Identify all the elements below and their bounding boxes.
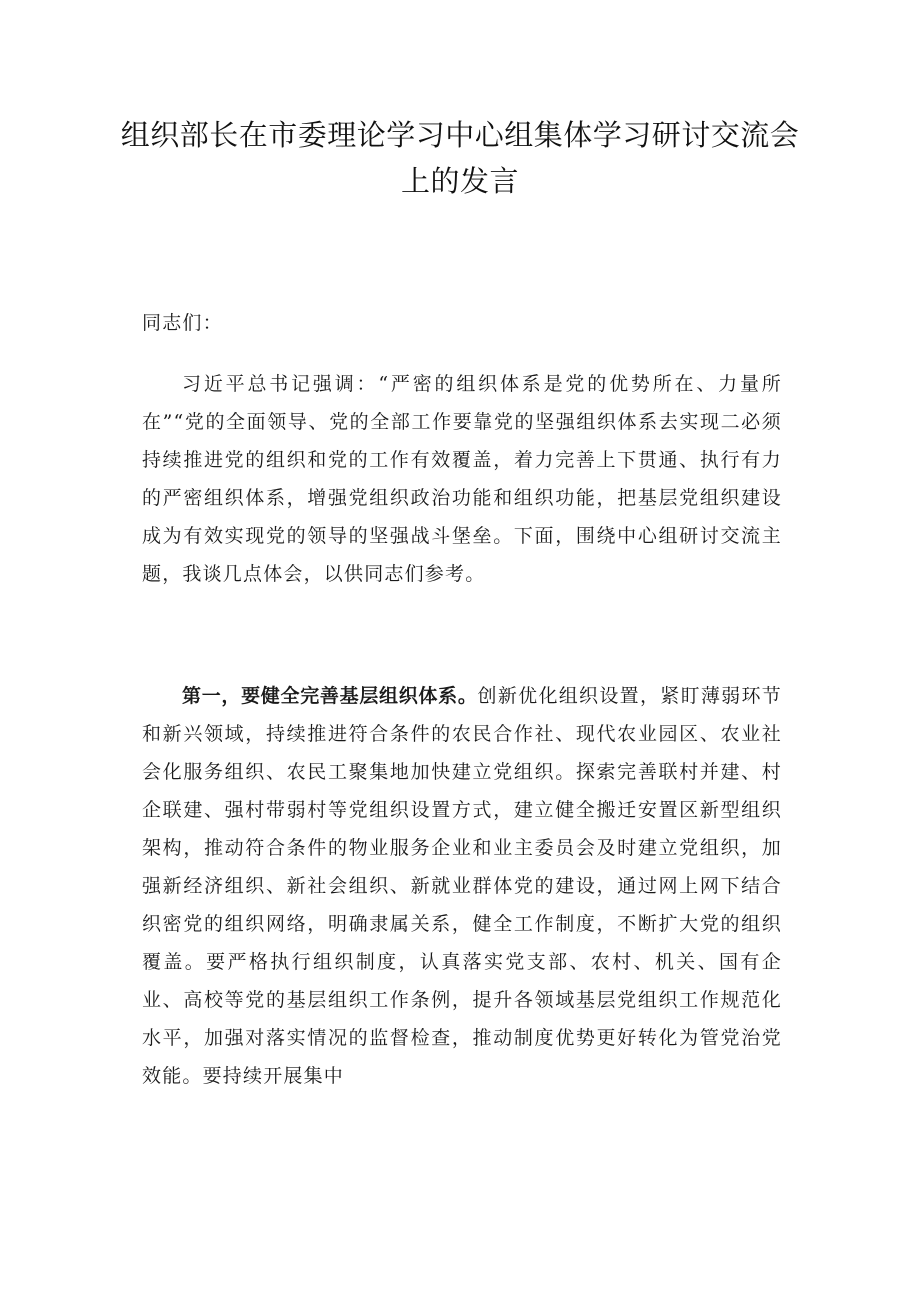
paragraph-intro: 习近平总书记强调：“严密的组织体系是党的优势所在、力量所在”“党的全面领导、党的全部工作要靠党的坚强组织体系去实现二必须持续推进党的组织和党的工作有效覆盖，着力完善上下贯通、执行有力的严密组织体系，增强党组织政治功能和组织功能，把基层党组织建设成为有效实现党的领导的坚强战斗堡垒。下面，围绕中心组研讨交流主题，我谈几点体会，以供同志们参考。	[142, 373, 782, 585]
salutation: 同志们：	[142, 312, 223, 334]
document-title: 组织部长在市委理论学习中心组集体学习研讨交流会上的发言	[120, 118, 800, 198]
paragraph-first-point	[142, 677, 782, 1095]
paragraph-lead-heading: 第一，要健全完善基层组织体系。	[182, 685, 478, 707]
paragraph-body: 创新优化组织设置，紧盯薄弱环节和新兴领域，持续推进符合条件的农民合作社、现代农业园区、农业社会化服务组织、农民工聚集地加快建立党组织。探索完善联村并建、村企联建、强村带弱村等党组织设置方式，建立健全搬迁安置区新型组织架构，推动符合条件的物业服务企业和业主委员会及时建立党组织，加强新经济组织、新社会组织、新就业群体党的建设，通过网上网下结合织密党的组织网络，明确隶属关系，健全工作制度，不断扩大党的组织覆盖。要严格执行组织制度，认真落实党支部、农村、机关、国有企业、高校等党的基层组织工作条例，提升各领域基层党组织工作规范化水平，加强对落实情况的监督检查，推动制度优势更好转化为管党治党效能。要持续开展集中	[142, 685, 782, 1087]
